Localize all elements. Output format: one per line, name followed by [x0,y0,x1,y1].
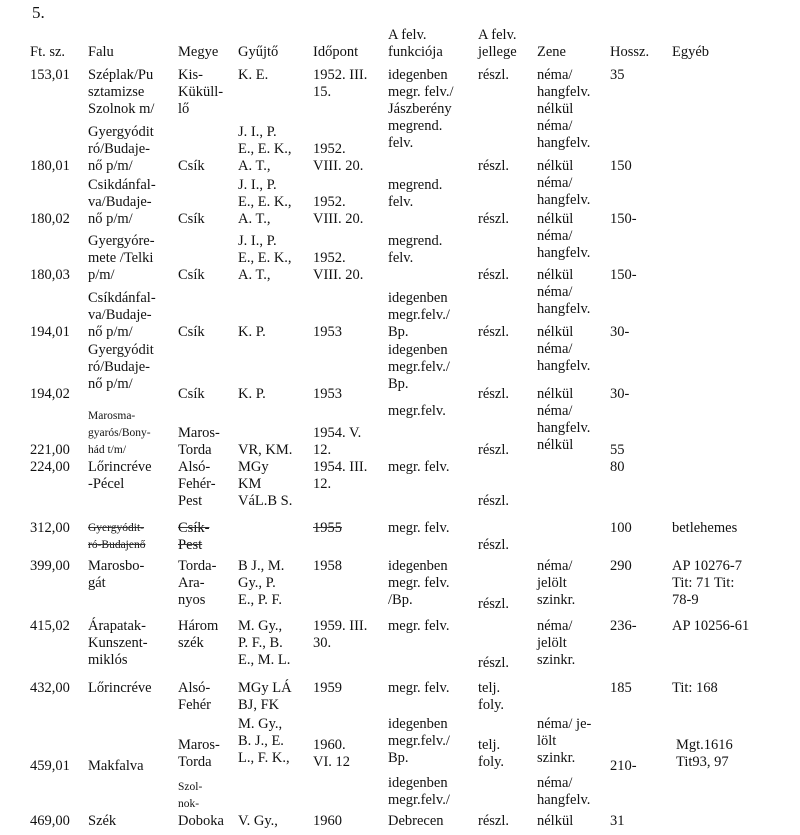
table-cell-falu: Lőrincréve [88,459,152,475]
table-cell-funkcio: megr.felv. [388,403,446,419]
table-cell-zene: néma/ [537,403,573,419]
table-cell-megye: Torda [178,442,212,458]
table-cell-funkcio: idegenben [388,775,448,791]
table-cell-jelleg: foly. [478,754,505,770]
table-cell-falu: Árapatak- [88,618,146,634]
column-header-funkcio: A felv. [388,27,427,43]
table-cell-zene: nélkül [537,437,574,453]
table-cell-idopont: VIII. 20. [313,267,364,283]
table-cell-falu: nő p/m/ [88,211,133,227]
table-cell-funkcio: idegenben [388,716,448,732]
table-cell-zene: nélkül [537,158,574,174]
table-cell-gyujto: L., F. K., [238,750,290,766]
table-cell-megye: Doboka [178,813,224,829]
table-cell-gyujto: A. T., [238,267,271,283]
table-cell-megye: Küküll- [178,84,224,100]
column-header-egyeb: Egyéb [672,44,710,60]
table-cell-ft: 194,01 [30,324,70,340]
table-cell-zene: néma/ [537,341,573,357]
table-cell-gyujto: J. I., P. [238,233,277,249]
table-cell-gyujto: B J., M. [238,558,285,574]
table-cell-gyujto: A. T., [238,158,271,174]
table-cell-falu: gát [88,575,106,591]
table-cell-zene: nélkül [537,386,574,402]
table-cell-funkcio: Bp. [388,376,409,392]
table-cell-idopont: 1953 [313,324,342,340]
column-header-zene: Zene [537,44,566,60]
table-cell-jelleg: részl. [478,442,509,458]
table-cell-funkcio: Jászberény [388,101,452,117]
table-cell-funkcio: megr.felv./ [388,359,450,375]
table-cell-hossz: 100 [610,520,632,536]
table-cell-hossz: 210- [610,758,637,774]
table-cell-gyujto: A. T., [238,211,271,227]
table-cell-falu: Gyergyódit [88,342,154,358]
table-cell-zene: nélkül [537,211,574,227]
table-cell-falu: va/Budaje- [88,307,152,323]
table-cell-zene: néma/ je- [537,716,592,732]
table-cell-zene: szinkr. [537,592,576,608]
table-cell-jelleg: részl. [478,67,509,83]
table-cell-jelleg: részl. [478,386,509,402]
table-cell-gyujto: VáL.B S. [238,493,293,509]
table-cell-falu: ró/Budaje- [88,141,151,157]
table-cell-funkcio: megr. felv. [388,459,450,475]
table-cell-jelleg: részl. [478,813,509,829]
table-cell-zene: hangfelv. [537,245,591,261]
table-cell-ft: 459,01 [30,758,70,774]
table-cell-gyujto: K. P. [238,386,266,402]
table-cell-zene: hangfelv. [537,792,591,808]
table-cell-funkcio: megrend. [388,118,443,134]
table-cell-gyujto: B. J., E. [238,733,284,749]
table-cell-megye: szék [178,635,204,651]
table-cell-jelleg: részl. [478,267,509,283]
table-cell-zene: néma/ [537,558,573,574]
table-cell-megye: Három [178,618,219,634]
table-cell-zene: jelölt [537,575,567,591]
table-cell-falu: Marosma- [88,410,136,422]
table-cell-falu: Makfalva [88,758,144,774]
table-cell-jelleg: telj. [478,737,501,753]
table-cell-idopont: 15. [313,84,332,100]
table-cell-funkcio: idegenben [388,342,448,358]
table-cell-gyujto: K. P. [238,324,266,340]
table-cell-falu: p/m/ [88,267,115,283]
table-cell-gyujto: K. E. [238,67,269,83]
table-cell-zene: néma/ [537,175,573,191]
table-cell-falu: Marosbo- [88,558,145,574]
table-cell-ft: 180,03 [30,267,70,283]
table-cell-zene: nélkül [537,101,574,117]
table-cell-hossz: 30- [610,386,630,402]
table-cell-funkcio: megrend. [388,233,443,249]
table-cell-falu: miklós [88,652,128,668]
column-header-hossz: Hossz. [610,44,650,60]
table-cell-idopont: 1954. V. [313,425,362,441]
table-cell-egyeb: betlehemes [672,520,738,536]
table-cell-hossz: 236- [610,618,637,634]
table-cell-egyeb: 78-9 [672,592,699,608]
table-cell-idopont: 30. [313,635,332,651]
page-number: 5. [32,3,45,22]
table-cell-idopont: 1952. [313,194,346,210]
table-cell-funkcio: Bp. [388,750,409,766]
column-header-ft: Ft. sz. [30,44,66,60]
table-cell-megye: Csík [178,211,205,227]
table-cell-falu: hád t/m/ [88,444,127,456]
table-cell-gyujto: J. I., P. [238,177,277,193]
table-cell-zene: nélkül [537,813,574,829]
table-cell-ft: 194,02 [30,386,70,402]
table-cell-gyujto: MGy [238,459,269,475]
table-cell-funkcio: felv. [388,250,414,266]
table-cell-hossz: 150 [610,158,632,174]
table-cell-falu: Gyergyóre- [88,233,155,249]
table-cell-gyujto: E., P. F. [238,592,282,608]
column-header-falu: Falu [88,44,114,60]
table-cell-idopont: 1953 [313,386,342,402]
table-cell-hossz: 80 [610,459,625,475]
table-cell-funkcio: idegenben [388,67,448,83]
table-cell-idopont: 1959 [313,680,342,696]
table-cell-zene: lölt [537,733,557,749]
table-cell-ft: 312,00 [30,520,70,536]
table-cell-falu: Csikdánfal- [88,177,156,193]
table-cell-idopont: VIII. 20. [313,158,364,174]
table-cell-megye: Kis- [178,67,203,83]
table-cell-zene: néma/ [537,228,573,244]
table-cell-falu: nő p/m/ [88,324,133,340]
table-cell-funkcio: megr. felv. [388,618,450,634]
table-cell-gyujto: KM [238,476,262,492]
table-cell-gyujto: E., E. K., [238,141,292,157]
table-cell-idopont: 1954. III. [313,459,368,475]
table-cell-ft: 469,00 [30,813,70,829]
table-cell-hossz: 150- [610,267,637,283]
table-cell-megye: Maros- [178,425,220,441]
table-cell-funkcio: felv. [388,135,414,151]
table-cell-gyujto: E., E. K., [238,194,292,210]
table-cell-jelleg: foly. [478,697,505,713]
table-cell-funkcio: idegenben [388,558,448,574]
table-cell-idopont: 1958 [313,558,342,574]
table-cell-hossz: 30- [610,324,630,340]
table-cell-falu: ró-Budajenő [88,539,146,551]
table-cell-hossz: 31 [610,813,625,829]
table-cell-zene: hangfelv. [537,420,591,436]
table-cell-falu: nő p/m/ [88,376,133,392]
table-cell-megye: nyos [178,592,206,608]
table-cell-idopont: 12. [313,442,332,458]
table-cell-megye: Csík [178,324,205,340]
table-cell-falu: ró/Budaje- [88,359,151,375]
table-cell-falu: Csíkdánfal- [88,290,156,306]
table-cell-falu: va/Budaje- [88,194,152,210]
table-cell-idopont: 1960. [313,737,346,753]
table-cell-idopont: 12. [313,476,332,492]
table-cell-megye: Alsó- [178,680,211,696]
table-cell-jelleg: részl. [478,158,509,174]
table-cell-funkcio: megr.felv./ [388,307,450,323]
table-cell-jelleg: részl. [478,537,509,553]
table-cell-falu: Szolnok m/ [88,101,155,117]
table-cell-idopont: 1955 [313,520,342,536]
table-cell-jelleg: részl. [478,211,509,227]
table-cell-gyujto: E., E. K., [238,250,292,266]
table-cell-megye: Pest [178,537,203,553]
table-cell-zene: hangfelv. [537,358,591,374]
table-cell-falu: Kunszent- [88,635,148,651]
table-cell-jelleg: részl. [478,655,509,671]
table-cell-megye: Ara- [178,575,205,591]
table-cell-idopont: 1959. III. [313,618,368,634]
table-cell-falu: Lőrincréve [88,680,152,696]
table-cell-zene: néma/ [537,284,573,300]
table-cell-zene: hangfelv. [537,84,591,100]
table-cell-megye: Alsó- [178,459,211,475]
table-cell-funkcio: megr. felv. [388,680,450,696]
table-cell-ft: 180,01 [30,158,70,174]
table-cell-funkcio: megr.felv./ [388,792,450,808]
table-cell-ft: 221,00 [30,442,70,458]
column-header-megye: Megye [178,44,219,60]
table-cell-funkcio: felv. [388,194,414,210]
table-cell-idopont: 1952. [313,250,346,266]
table-cell-idopont: VIII. 20. [313,211,364,227]
table-cell-funkcio: megr. felv. [388,520,450,536]
table-cell-falu: mete /Telki [88,250,154,266]
table-cell-megye: Torda- [178,558,217,574]
table-cell-ft: 180,02 [30,211,70,227]
table-cell-megye: lő [178,101,190,117]
table-cell-zene: hangfelv. [537,192,591,208]
table-cell-idopont: 1952. III. [313,67,368,83]
table-cell-hossz: 290 [610,558,632,574]
table-cell-gyujto: P. F., B. [238,635,283,651]
table-cell-gyujto: Gy., P. [238,575,276,591]
table-cell-gyujto: VR, KM. [238,442,293,458]
table-cell-gyujto: MGy LÁ [238,680,292,696]
table-cell-egyeb: Tit: 168 [672,680,718,696]
table-cell-jelleg: telj. [478,680,501,696]
table-cell-megye: Csík [178,267,205,283]
table-cell-falu: Szék [88,813,117,829]
table-cell-jelleg: részl. [478,493,509,509]
table-cell-zene: hangfelv. [537,135,591,151]
table-cell-zene: szinkr. [537,652,576,668]
table-cell-megye: Csík [178,386,205,402]
column-header-jelleg: jellege [478,44,517,60]
table-cell-idopont: VI. 12 [313,754,351,770]
table-cell-hossz: 55 [610,442,625,458]
table-cell-megye: nok- [178,798,200,810]
table-cell-zene: néma/ [537,67,573,83]
table-cell-megye: Maros- [178,737,220,753]
table-cell-megye: Fehér [178,697,212,713]
table-cell-falu: sztamizse [88,84,145,100]
table-cell-falu: Gyergyódit [88,124,154,140]
table-cell-falu: nő p/m/ [88,158,133,174]
table-cell-hossz: 35 [610,67,625,83]
table-cell-gyujto: BJ, FK [238,697,280,713]
table-cell-zene: szinkr. [537,750,576,766]
table-cell-funkcio: megr. felv. [388,575,450,591]
table-cell-falu: Széplak/Pu [88,67,154,83]
table-cell-idopont: 1952. [313,141,346,157]
table-cell-funkcio: megr.felv./ [388,733,450,749]
table-cell-ft: 153,01 [30,67,70,83]
table-cell-egyeb: Mgt.1616 [676,737,733,753]
table-cell-ft: 399,00 [30,558,70,574]
column-header-gyujto: Gyűjtő [238,44,279,60]
table-cell-funkcio: idegenben [388,290,448,306]
table-cell-gyujto: M. Gy., [238,618,283,634]
table-cell-egyeb: AP 10276-7 [672,558,742,574]
table-cell-ft: 415,02 [30,618,70,634]
table-cell-egyeb: AP 10256-61 [672,618,750,634]
table-cell-funkcio: Debrecen [388,813,444,829]
table-cell-megye: Fehér- [178,476,216,492]
table-cell-megye: Csík- [178,520,210,536]
table-cell-hossz: 185 [610,680,632,696]
table-cell-zene: nélkül [537,267,574,283]
table-cell-megye: Torda [178,754,212,770]
table-cell-egyeb: Tit93, 97 [676,754,729,770]
table-cell-ft: 224,00 [30,459,70,475]
table-cell-funkcio: /Bp. [388,592,413,608]
table-cell-egyeb: Tit: 71 Tit: [672,575,735,591]
column-header-funkcio: funkciója [388,44,443,60]
table-cell-funkcio: Bp. [388,324,409,340]
table-cell-gyujto: J. I., P. [238,124,277,140]
table-cell-zene: hangfelv. [537,301,591,317]
table-cell-falu: gyarós/Bony- [88,427,151,439]
table-cell-megye: Csík [178,158,205,174]
table-cell-zene: néma/ [537,618,573,634]
column-header-idopont: Időpont [313,44,359,60]
table-cell-funkcio: megr. felv./ [388,84,454,100]
table-cell-funkcio: megrend. [388,177,443,193]
table-cell-megye: Szol- [178,781,203,793]
table-cell-gyujto: E., M. L. [238,652,291,668]
table-cell-ft: 432,00 [30,680,70,696]
table-cell-idopont: 1960 [313,813,342,829]
table-cell-gyujto: V. Gy., [238,813,278,829]
table-cell-falu: Gyergyódit- [88,522,145,534]
table-cell-zene: néma/ [537,118,573,134]
table-cell-hossz: 150- [610,211,637,227]
table-cell-zene: jelölt [537,635,567,651]
table-cell-jelleg: részl. [478,596,509,612]
table-cell-zene: nélkül [537,324,574,340]
table-cell-zene: néma/ [537,775,573,791]
table-cell-gyujto: M. Gy., [238,716,283,732]
column-header-jelleg: A felv. [478,27,517,43]
table-cell-jelleg: részl. [478,324,509,340]
table-cell-falu: -Pécel [88,476,125,492]
table-cell-megye: Pest [178,493,203,509]
